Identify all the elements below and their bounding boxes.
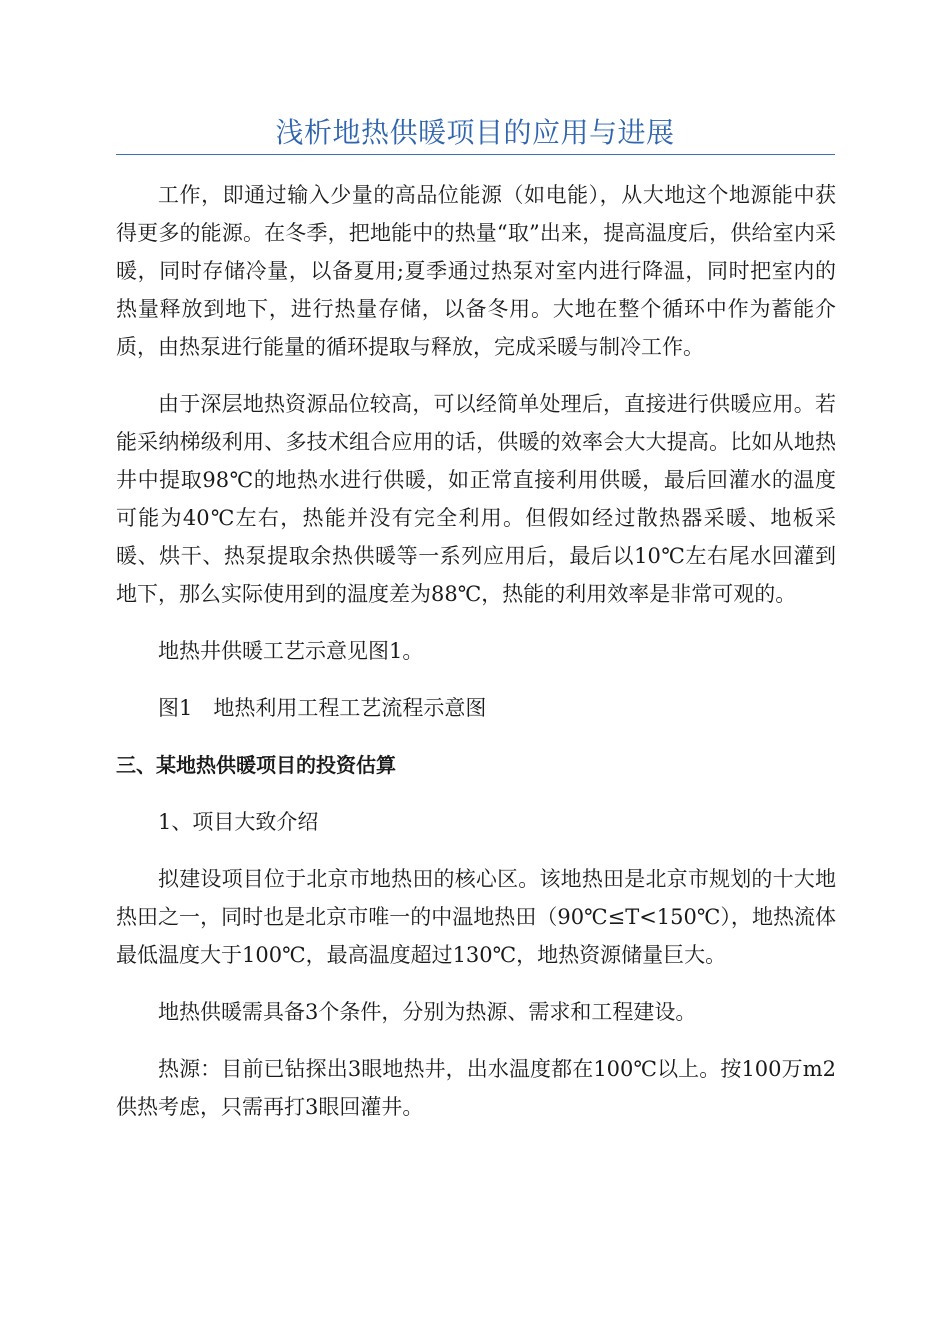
- paragraph-figure-reference: 地热井供暖工艺示意见图1。: [158, 639, 424, 663]
- paragraph-heat-source: 热源：目前已钻探出3眼地热井，出水温度都在100℃以上。按100万m2供热考虑，只需再打3眼回灌井。: [116, 1057, 836, 1119]
- title-divider: [116, 154, 835, 155]
- document-body: [116, 176, 836, 1145]
- subsection-heading: 1、项目大致介绍: [158, 810, 319, 834]
- figure-caption: 图1 地热利用工程工艺流程示意图: [158, 696, 487, 720]
- paragraph-conditions: 地热供暖需具备3个条件，分别为热源、需求和工程建设。: [158, 1000, 697, 1024]
- paragraph-project-location: 拟建设项目位于北京市地热田的核心区。该地热田是北京市规划的十大地热田之一，同时也是北京市唯一的中温地热田（90℃≤T<150℃），地热流体最低温度大于100℃，最高温度超过130℃，地热资源储量巨大。: [116, 867, 836, 967]
- paragraph-cascade-use: 由于深层地热资源品位较高，可以经简单处理后，直接进行供暖应用。若能采纳梯级利用、多技术组合应用的话，供暖的效率会大大提高。比如从地热井中提取98℃的地热水进行供暖，如正常直接利用供暖，最后回灌水的温度可能为40℃左右，热能并没有完全利用。但假如经过散热器采暖、地板采暖、烘干、热泵提取余热供暖等一系列应用后，最后以10℃左右尾水回灌到地下，那么实际使用到的温度差为88℃，热能的利用效率是非常可观的。: [116, 392, 836, 606]
- section-heading: 三、某地热供暖项目的投资估算: [116, 753, 396, 777]
- document-title: 浅析地热供暖项目的应用与进展: [275, 116, 675, 149]
- paragraph-heat-pump: 工作，即通过输入少量的高品位能源（如电能），从大地这个地源能中获得更多的能源。在冬季，把地能中的热量“取”出来，提高温度后，供给室内采暖，同时存储冷量，以备夏用;夏季通过热泵对室内进行降温，同时把室内的热量释放到地下，进行热量存储，以备冬用。大地在整个循环中作为蓄能介质，由热泵进行能量的循环提取与释放，完成采暖与制冷工作。: [116, 183, 836, 359]
